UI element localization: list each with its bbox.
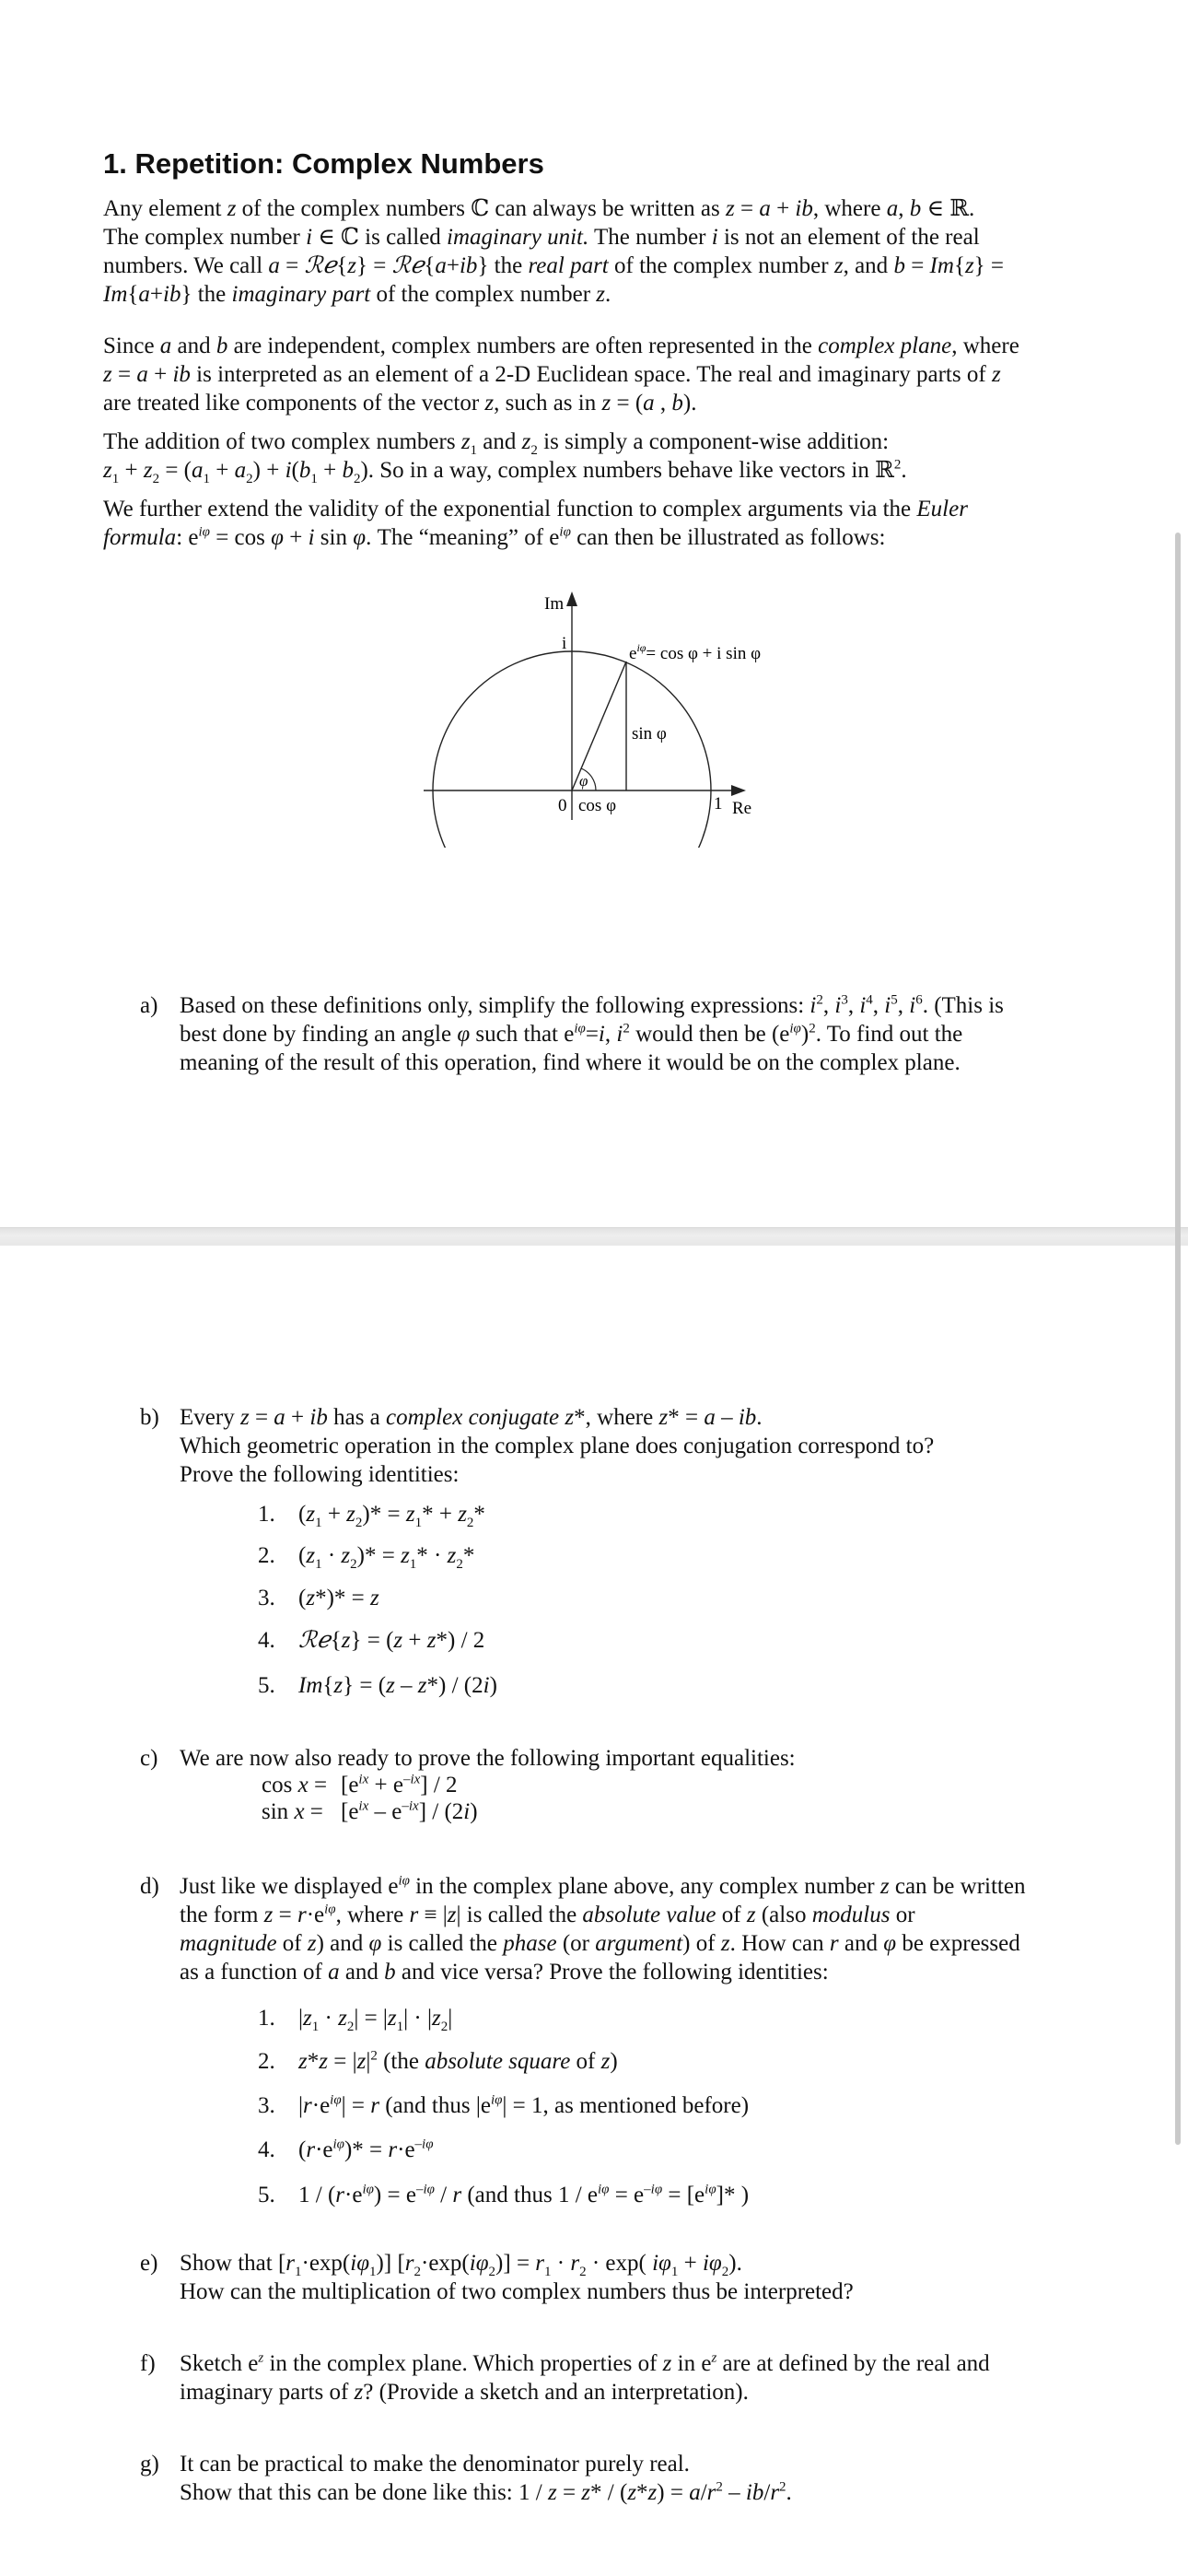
equation-lhs: sin x = xyxy=(262,1799,323,1824)
text-line: z = a + ib is interpreted as an element of a 2-D Euclidean space. The real and imaginary parts of z xyxy=(103,362,1001,387)
intro-paragraph-4 xyxy=(103,495,1098,552)
sin-label: sin φ xyxy=(632,724,667,744)
identity-text: $|r\cdot e^{i\varphi}| = r$ (and thus $|e^{i\varphi}| = 1$, as mentioned before) xyxy=(298,2092,750,2118)
equation-rhs: $[e^{ix} - e^{-ix}] / (2i)$ xyxy=(341,1798,478,1824)
origin-label: 0 xyxy=(558,796,567,815)
text-line: Which geometric operation in the complex plane does conjugation correspond to? xyxy=(180,1434,935,1458)
problem-label: c) xyxy=(140,1746,158,1771)
euler-point-label xyxy=(629,641,761,663)
problem-label: e) xyxy=(140,2251,158,2276)
equation-rhs: $[e^{ix} + e^{-ix}] / 2$ xyxy=(341,1772,458,1797)
text-line: How can the multiplication of two complex numbers thus be interpreted? xyxy=(180,2279,854,2304)
text-line: It can be practical to make the denominator purely real. xyxy=(180,2452,690,2476)
identity-number: 4. xyxy=(258,2137,275,2162)
text-line: We further extend the validity of the exponential function to complex arguments via the Euler xyxy=(103,497,968,521)
intro-paragraph-2 xyxy=(103,332,1098,417)
identity-item xyxy=(258,2091,749,2120)
equation-lhs: cos x = xyxy=(262,1773,328,1797)
identity-text: (z*)* = z xyxy=(298,1586,379,1610)
problem-d xyxy=(140,1872,1116,1986)
i-tick-label: i xyxy=(562,634,567,653)
identity-item xyxy=(258,1626,484,1655)
re-axis-label: Re xyxy=(732,799,752,818)
text-line: numbers. We call a = ℛℯ{z} = ℛℯ{a+ib} the real part of the complex number z, and b = Im{z} = xyxy=(103,253,1005,278)
identity-number: 5. xyxy=(258,2183,275,2207)
identity-number: 3. xyxy=(258,2093,275,2118)
identity-number: 4. xyxy=(258,1628,275,1653)
identity-number: 1. xyxy=(258,2006,275,2031)
text-line: Prove the following identities: xyxy=(180,1462,460,1487)
identity-item xyxy=(258,1500,485,1528)
problem-label: a) xyxy=(140,993,158,1018)
text-line: meaning of the result of this operation, find where it would be on the complex plane. xyxy=(180,1050,961,1075)
text-line: $z_1 + z_2 = (a_1 + a_2) + i(b_1 + b_2)$. So in a way, complex numbers behave like vectors in ℝ$^2$. xyxy=(103,457,907,486)
identity-text: $z*z = |z|^2$ (the absolute square of z) xyxy=(298,2048,618,2074)
euler-exponent: iφ xyxy=(636,641,646,654)
identity-text: $(z_1 \cdot z_2)* = z_1* \cdot z_2*$ xyxy=(298,1543,475,1572)
unit-vector xyxy=(572,662,626,790)
euler-equation: = cos φ + i sin φ xyxy=(646,644,762,663)
identity-text: $1 / (r\cdot e^{i\varphi}) = e^{-i\varphi} / r$ (and thus $1 / e^{i\varphi} = e^{-i\varphi} = [e^{i\varphi}]*$ ) xyxy=(298,2182,750,2207)
equation-row xyxy=(262,1797,478,1826)
complex-plane-figure xyxy=(405,590,792,848)
imaginary-axis-arrow xyxy=(566,591,577,606)
problem-label: b) xyxy=(140,1405,159,1430)
text-line: best done by finding an angle φ such that $e^{i\varphi}=i$, $i^2$ would then be $(e^{i\varphi})^2$. To find out the xyxy=(180,1021,963,1047)
im-axis-label: Im xyxy=(544,594,565,614)
identity-text: ℛℯ{z} = (z + z*) / 2 xyxy=(298,1628,485,1653)
text-line: the form $z = r\cdot e^{i\varphi}$, where r ≡ |z| is called the absolute value of z (also modulus or xyxy=(180,1902,915,1927)
problem-label: g) xyxy=(140,2452,159,2476)
intro-paragraph-1 xyxy=(103,194,1098,309)
text-line: imaginary parts of z? (Provide a sketch and an interpretation). xyxy=(180,2380,749,2405)
problem-e xyxy=(140,2249,1116,2306)
text-line: We are now also ready to prove the following important equalities: xyxy=(180,1746,796,1771)
identity-item xyxy=(258,2136,434,2164)
identity-number: 1. xyxy=(258,1502,275,1527)
text-line: Show that $[r_1\cdot\exp(i\varphi_1)] [r_2\cdot\exp(i\varphi_2)] = r_1 \cdot r_2 \cdot \exp$( $i\varphi_1 + i\varphi_2$). xyxy=(180,2251,742,2279)
euler-base: e xyxy=(629,644,637,663)
intro-paragraph-3 xyxy=(103,427,1098,485)
identity-text: $|z_1 \cdot z_2| = |z_1| \cdot |z_2|$ xyxy=(298,2006,453,2034)
identity-item xyxy=(258,1541,474,1570)
identity-item xyxy=(258,2181,749,2209)
text-line: Im{a+ib} the imaginary part of the complex number z. xyxy=(103,282,611,307)
identity-number: 2. xyxy=(258,2049,275,2074)
identity-number: 2. xyxy=(258,1543,275,1568)
scrollbar[interactable] xyxy=(1175,533,1181,2145)
real-axis-arrow xyxy=(731,785,746,796)
problem-label: d) xyxy=(140,1874,159,1899)
identity-item xyxy=(258,1584,379,1612)
problem-f xyxy=(140,2349,1116,2406)
identity-text: $(r\cdot e^{i\varphi})* = r\cdot e^{-i\varphi}$ xyxy=(298,2137,434,2162)
one-tick-label: 1 xyxy=(714,794,723,814)
document-page-1 xyxy=(0,0,1188,1227)
text-line: formula: $e^{i\varphi} = \cos \varphi + i$ sin φ. The “meaning” of $e^{i\varphi}$ can then be illustrated as follows: xyxy=(103,524,886,550)
identity-item xyxy=(258,2047,618,2076)
identity-text: $(z_1 + z_2)* = z_1* + z_2*$ xyxy=(298,1502,485,1530)
text-line: The complex number i ∈ ℂ is called imaginary unit. The number i is not an element of the real xyxy=(103,225,980,250)
text-line: are treated like components of the vector z, such as in z = (a , b). xyxy=(103,391,697,416)
problem-label: f) xyxy=(140,2351,156,2376)
text-line: Just like we displayed $e^{i\varphi}$ in the complex plane above, any complex number z can be written xyxy=(180,1873,1026,1899)
problem-a xyxy=(140,991,1116,1077)
identity-item xyxy=(258,1671,497,1700)
identity-number: 3. xyxy=(258,1586,275,1610)
page-break xyxy=(0,1227,1188,1247)
text-line: as a function of a and b and vice versa? Prove the following identities: xyxy=(180,1960,829,1985)
text-line: Any element z of the complex numbers ℂ can always be written as z = a + ib, where a, b ∈ ℝ. xyxy=(103,196,975,221)
equation-row xyxy=(262,1771,458,1799)
identity-text: Im{z} = (z – z*) / (2i) xyxy=(298,1673,497,1698)
text-line: Since a and b are independent, complex numbers are often represented in the complex plane, where xyxy=(103,334,1019,358)
section-title: 1. Repetition: Complex Numbers xyxy=(103,147,544,180)
identity-item xyxy=(258,2004,452,2032)
text-line: Show that this can be done like this: $1 / z = z* / (z*z) = a/r^2 - ib/r^2$. xyxy=(180,2479,792,2505)
text-line: Every z = a + ib has a complex conjugate z*, where z* = a – ib. xyxy=(180,1405,763,1430)
problem-b xyxy=(140,1403,1116,1489)
text-line: Sketch $e^z$ in the complex plane. Which properties of z in $e^z$ are at defined by the real and xyxy=(180,2350,990,2376)
text-line: The addition of two complex numbers $z_1$ and $z_2$ is simply a component-wise addition: xyxy=(103,429,890,458)
cos-label: cos φ xyxy=(578,796,617,815)
problem-g xyxy=(140,2450,1116,2507)
problem-c xyxy=(140,1744,1116,1773)
text-line: magnitude of z) and φ is called the phase (or argument) of z. How can r and φ be expressed xyxy=(180,1931,1020,1956)
text-line: Based on these definitions only, simplify the following expressions: $i^2$, $i^3$, $i^4$, $i^5$, $i^6$. (This is xyxy=(180,992,1004,1018)
identity-number: 5. xyxy=(258,1673,275,1698)
phi-label: φ xyxy=(579,772,588,790)
